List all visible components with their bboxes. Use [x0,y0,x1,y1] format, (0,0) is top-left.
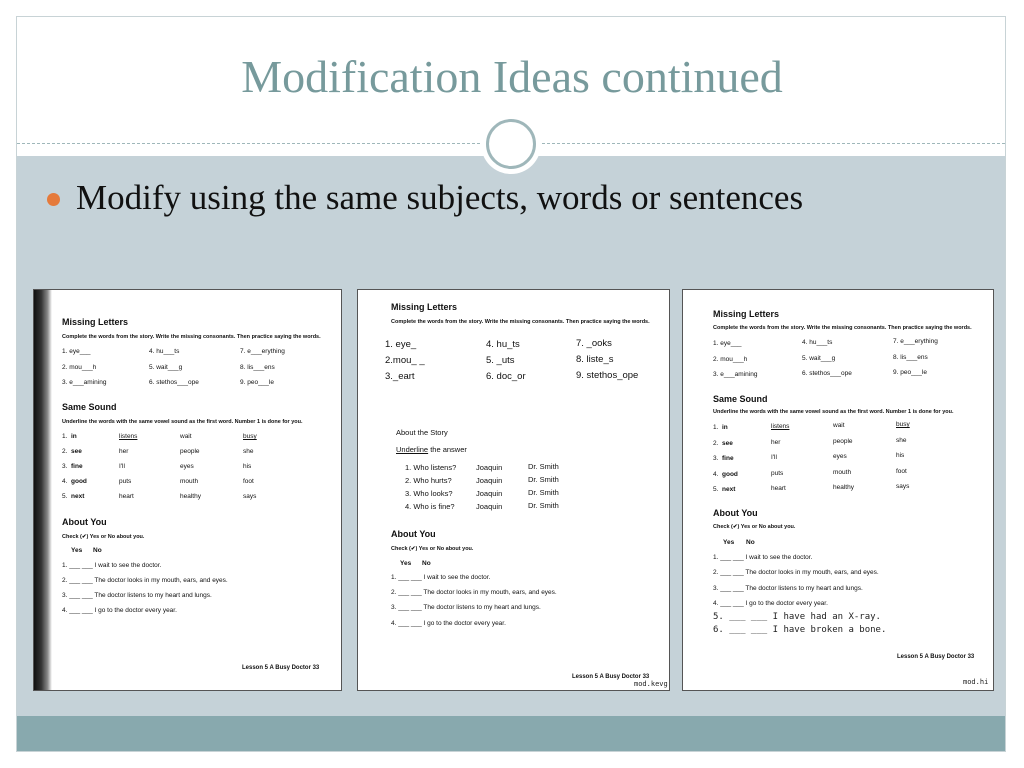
missing-item: 5. wait___g [149,364,183,371]
underline-word: Underline [396,445,429,454]
no-label: No [422,560,431,567]
scan-shadow [34,290,52,690]
row-choice: mouth [833,469,852,476]
instructions: Underline the words with the same vowel sound as the first word. Number 1 is done for you. [62,419,303,425]
worksheet-modified-1 [357,289,670,691]
question: 2. Who hurts? [405,476,452,485]
row-word: in [71,433,77,440]
heading-missing-letters: Missing Letters [391,302,458,312]
answer-choice: Joaquin [476,489,503,498]
row-choice: listens [119,433,138,440]
about-item: 3. ___ ___ The doctor listens to my heart and lungs. [391,604,541,611]
instructions: Check (✔) Yes or No about you. [713,524,796,530]
footer-bar [17,716,1005,751]
row-num: 4. [713,471,719,478]
row-word: in [722,424,728,431]
bullet-icon [47,193,60,206]
instructions: Complete the words from the story. Write the missing consonants. Then practice saying the words. [713,325,972,331]
row-choice: mouth [180,478,199,485]
page-footer: Lesson 5 A Busy Doctor 33 [572,674,650,680]
missing-item: 6. doc_or [486,371,526,382]
missing-item: 2. mou___h [713,356,748,363]
missing-item: 1. eye_ [385,339,417,350]
about-item: 1. ___ ___ I wait to see the doctor. [391,574,491,581]
missing-item: 3._eart [385,371,415,382]
yes-label: Yes [723,539,735,546]
row-choice: she [896,437,907,444]
missing-item: 3. e___amining [713,371,758,378]
row-choice: busy [896,421,910,428]
row-num: 5. [713,486,719,493]
instructions: Check (✔) Yes or No about you. [62,534,145,540]
row-choice: people [180,448,200,455]
row-choice: wait [180,433,192,440]
bullet-text: Modify using the same subjects, words or sentences [76,178,804,217]
row-choice: busy [243,433,257,440]
row-choice: his [896,452,905,459]
row-choice: her [119,448,129,455]
about-item: 1. ___ ___ I wait to see the doctor. [713,554,813,561]
missing-item: 1. eye___ [713,340,742,347]
missing-item: 4. hu_ts [486,339,520,350]
page-footer: Lesson 5 A Busy Doctor 33 [897,654,975,660]
row-word: next [71,493,85,500]
about-item: 4. ___ ___ I go to the doctor every year. [62,607,177,614]
question: 1. Who listens? [405,463,457,472]
row-num: 3. [62,463,68,470]
row-choice: heart [771,485,786,492]
heading-same-sound: Same Sound [713,394,768,404]
row-choice: foot [243,478,254,485]
question: 3. Who looks? [405,489,453,498]
row-num: 3. [713,455,719,462]
row-word: see [722,440,733,447]
missing-item: 1. eye___ [62,348,91,355]
instructions: Complete the words from the story. Write the missing consonants. Then practice saying the words. [391,319,650,325]
answer-choice: Dr. Smith [528,462,559,471]
missing-item: 7. e___erything [893,338,938,345]
row-choice: eyes [833,453,847,460]
no-label: No [746,539,755,546]
row-word: see [71,448,82,455]
heading-about-you: About You [713,508,758,518]
missing-item: 9. peo___le [893,369,927,376]
answer-choice: Joaquin [476,463,503,472]
missing-item: 4. hu___ts [802,339,833,346]
answer-choice: Joaquin [476,502,503,511]
row-choice: says [896,483,910,490]
missing-item: 6. stethos___ope [149,379,199,386]
missing-item: 8. lis___ens [240,364,275,371]
row-num: 1. [713,424,719,431]
row-num: 1. [62,433,68,440]
about-item: 4. ___ ___ I go to the doctor every year. [391,620,506,627]
row-choice: her [771,439,781,446]
row-num: 4. [62,478,68,485]
about-item: 1. ___ ___ I wait to see the doctor. [62,562,162,569]
row-word: fine [71,463,83,470]
yes-label: Yes [71,547,83,554]
answer-choice: Dr. Smith [528,501,559,510]
handwritten-item: 5. ___ ___ I have had an X-ray. [713,612,881,622]
missing-item: 2.mou_ _ [385,355,425,366]
row-choice: foot [896,468,907,475]
missing-item: 7. e___erything [240,348,285,355]
row-choice: she [243,448,254,455]
row-choice: people [833,438,853,445]
missing-item: 9. stethos_ope [576,370,639,381]
worksheet-modified-2 [682,289,994,691]
instructions: Underline the words with the same vowel sound as the first word. Number 1 is done for you. [713,409,954,415]
row-choice: his [243,463,252,470]
question: 4. Who is fine? [405,502,455,511]
answer-choice: Dr. Smith [528,475,559,484]
missing-item: 5. _uts [486,355,515,366]
answer-choice: Joaquin [476,476,503,485]
heading-about-story: About the Story [396,428,448,437]
yes-label: Yes [400,560,412,567]
row-word: good [71,478,87,485]
row-choice: I'll [771,454,777,461]
missing-item: 2. mou___h [62,364,97,371]
row-num: 2. [713,440,719,447]
about-item: 2. ___ ___ The doctor looks in my mouth, ears, and eyes. [391,589,557,596]
row-choice: eyes [180,463,194,470]
instructions: Check (✔) Yes or No about you. [391,546,474,552]
handwritten-note: mod.kevg [634,680,668,688]
heading-about-you: About You [391,529,436,539]
underline-rest: the answer [428,445,467,454]
underline-instruction [396,445,467,454]
missing-item: 8. lis___ens [893,354,928,361]
handwritten-item: 6. ___ ___ I have broken a bone. [713,625,887,635]
heading-about-you: About You [62,517,107,527]
missing-item: 5. wait___g [802,355,836,362]
about-item: 3. ___ ___ The doctor listens to my heart and lungs. [713,585,863,592]
answer-choice: Dr. Smith [528,488,559,497]
missing-item: 7. _ooks [576,338,612,349]
heading-same-sound: Same Sound [62,402,117,412]
instructions: Complete the words from the story. Write the missing consonants. Then practice saying the words. [62,334,321,340]
worksheet-original [33,289,342,691]
row-num: 2. [62,448,68,455]
row-choice: heart [119,493,134,500]
about-item: 3. ___ ___ The doctor listens to my heart and lungs. [62,592,212,599]
heading-missing-letters: Missing Letters [62,317,129,327]
missing-item: 9. peo___le [240,379,274,386]
page-footer: Lesson 5 A Busy Doctor 33 [242,665,320,671]
row-num: 5. [62,493,68,500]
row-choice: puts [771,470,784,477]
handwritten-note: mod.hi [963,678,989,686]
row-choice: wait [833,422,845,429]
row-word: fine [722,455,734,462]
row-word: good [722,471,738,478]
row-choice: healthy [833,484,854,491]
missing-item: 3. e___amining [62,379,107,386]
about-item: 4. ___ ___ I go to the doctor every year. [713,600,828,607]
heading-missing-letters: Missing Letters [713,309,780,319]
missing-item: 8. liste_s [576,354,614,365]
row-choice: says [243,493,257,500]
ring-icon [486,119,536,169]
row-choice: healthy [180,493,201,500]
row-choice: puts [119,478,132,485]
slide-title: Modification Ideas continued [241,51,783,102]
row-word: next [722,486,736,493]
about-item: 2. ___ ___ The doctor looks in my mouth, ears, and eyes. [713,569,879,576]
about-item: 2. ___ ___ The doctor looks in my mouth, ears, and eyes. [62,577,228,584]
no-label: No [93,547,102,554]
row-choice: listens [771,423,790,430]
missing-item: 4. hu___ts [149,348,180,355]
missing-item: 6. stethos___ope [802,370,852,377]
row-choice: I'll [119,463,125,470]
